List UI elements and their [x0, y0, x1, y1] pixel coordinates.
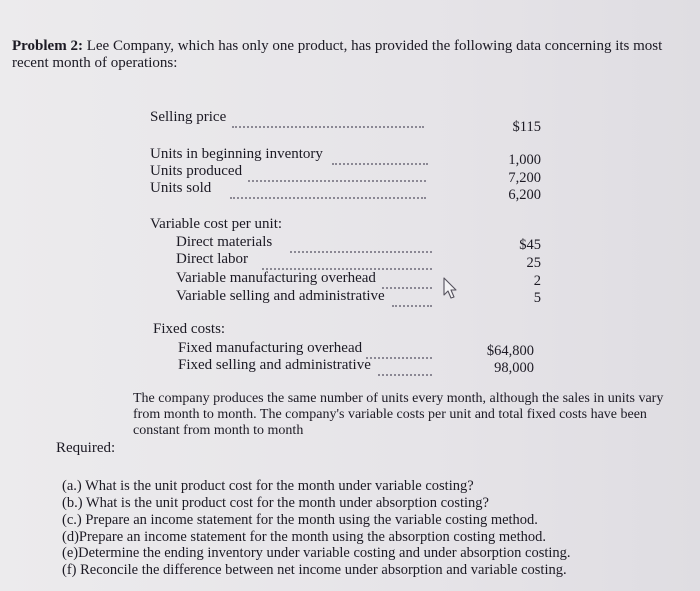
direct-labor-value: 25 — [526, 255, 541, 271]
fixed-mfg-overhead-value: $64,800 — [486, 343, 534, 359]
variable-cost-heading: Variable cost per unit: — [150, 216, 283, 232]
variable-selling-admin-value: 5 — [533, 290, 541, 306]
units-sold-label: Units sold — [150, 180, 212, 196]
units-beginning-label: Units in beginning inventory — [150, 146, 323, 162]
units-produced-value: 7,200 — [508, 170, 541, 186]
variable-mfg-overhead-label: Variable manufacturing overhead — [176, 270, 376, 286]
company-note-paragraph: The company produces the same number of units every month, although the sales in units vary from month to month. The company's variable costs per unit and total fixed costs have been constant from month to month — [133, 391, 664, 438]
requirement-c: (c.) Prepare an income statement for the month using the variable costing method. — [62, 512, 538, 528]
fixed-mfg-overhead-label: Fixed manufacturing overhead — [178, 340, 363, 356]
problem-number: Problem 2: — [12, 38, 83, 54]
required-heading: Required: — [56, 440, 116, 456]
problem-statement: Lee Company, which has only one product, has provided the following data concerning its most recent month of operations: — [12, 38, 663, 71]
leader-dots — [290, 237, 432, 253]
requirement-a: (a.) What is the unit product cost for the month under variable costing? — [62, 478, 474, 494]
fixed-selling-admin-value: 98,000 — [494, 360, 534, 376]
units-produced-label: Units produced — [150, 163, 243, 179]
fixed-selling-admin-label: Fixed selling and administrative — [178, 357, 371, 373]
leader-dots — [230, 183, 426, 199]
fixed-costs-heading: Fixed costs: — [153, 321, 226, 337]
mouse-pointer-icon — [442, 277, 458, 299]
leader-dots — [392, 291, 432, 307]
requirement-b: (b.) What is the unit product cost for the month under absorption costing? — [62, 495, 489, 511]
variable-selling-admin-label: Variable selling and administrative — [176, 288, 385, 304]
requirement-d: (d)Prepare an income statement for the month using the absorption costing method. — [62, 529, 547, 545]
leader-dots — [366, 343, 432, 359]
selling-price-label: Selling price — [150, 109, 227, 125]
leader-dots — [332, 149, 428, 165]
selling-price-value: $115 — [512, 119, 541, 135]
units-sold-value: 6,200 — [508, 187, 541, 203]
units-beginning-value: 1,000 — [508, 152, 541, 168]
leader-dots — [232, 112, 424, 128]
leader-dots — [248, 166, 426, 182]
leader-dots — [382, 273, 432, 289]
leader-dots — [262, 254, 432, 270]
variable-mfg-overhead-value: 2 — [533, 273, 541, 289]
direct-labor-label: Direct labor — [176, 251, 249, 267]
problem-heading — [12, 38, 672, 72]
direct-materials-label: Direct materials — [176, 234, 273, 250]
requirement-e: (e)Determine the ending inventory under variable costing and under absorption costing. — [62, 545, 571, 561]
leader-dots — [378, 360, 432, 376]
requirement-f: (f) Reconcile the difference between net income under absorption and variable costing. — [62, 562, 567, 578]
direct-materials-value: $45 — [519, 237, 541, 253]
